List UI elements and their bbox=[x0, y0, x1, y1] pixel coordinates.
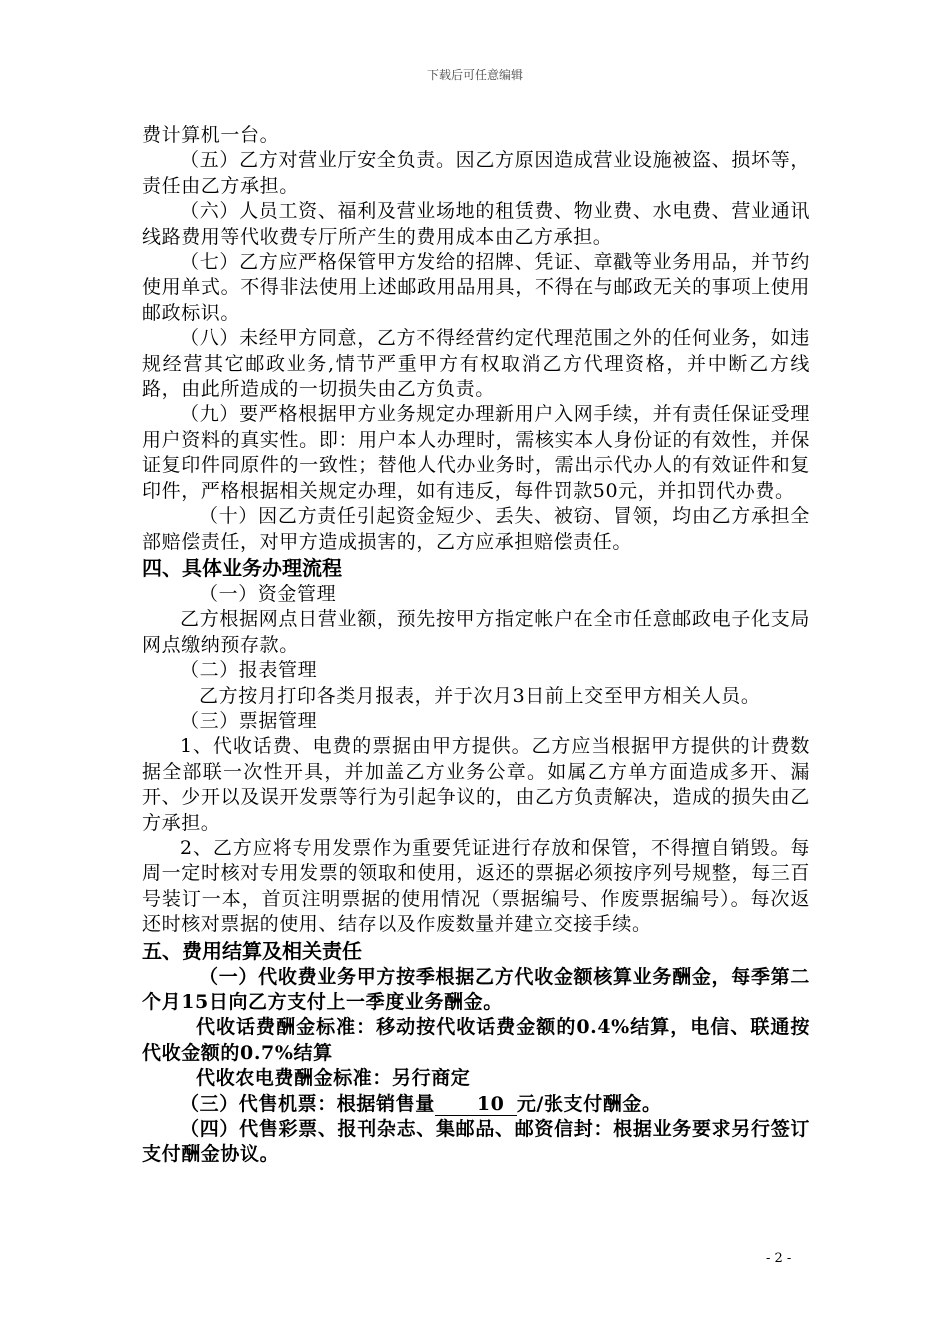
section-5-item1-standard2: 代收农电费酬金标准：另行商定 bbox=[196, 1067, 471, 1090]
section-4-sub3-item1: 1、代收话费、电费的票据由甲方提供。乙方应当根据甲方提供的计费数据全部联一次性开具，并加盖乙方业务公章。如属乙方单方面造成多开、漏开、少开以及误开发票等行为引起争议的，由乙方负责解决，造成的损失由乙方承担。 bbox=[142, 735, 810, 834]
clause-6: （六）人员工资、福利及营业场地的租赁费、物业费、水电费、营业通讯线路费用等代收费专厅所产生的费用成本由乙方承担。 bbox=[142, 200, 810, 248]
page-number: - 2 - bbox=[766, 1251, 792, 1266]
sales-volume-blank: 10 bbox=[435, 1093, 517, 1116]
section-5-item3 bbox=[142, 1092, 810, 1117]
section-5-item1: （一）代收费业务甲方按季根据乙方代收金额核算业务酬金，每季第二个月15日向乙方支付上一季度业务酬金。 bbox=[142, 965, 810, 1013]
paragraph-continuation: 费计算机一台。 bbox=[142, 124, 280, 146]
clause-5: （五）乙方对营业厅安全负责。因乙方原因造成营业设施被盗、损坏等，责任由乙方承担。 bbox=[142, 149, 810, 197]
section-4-sub1-text: 乙方根据网点日营业额，预先按甲方指定帐户在全市任意邮政电子化支局网点缴纳预存款。 bbox=[142, 608, 810, 656]
section-5-item3-prefix: （三）代售机票：根据销售量 bbox=[180, 1092, 435, 1115]
section-5-item1-standard: 代收话费酬金标准：移动按代收话费金额的0.4%结算，电信、联通按代收金额的0.7%结算 bbox=[142, 1016, 810, 1064]
clause-7: （七）乙方应严格保管甲方发给的招牌、凭证、章戳等业务用品，并节约使用单式。不得非法使用上述邮政用品用具，不得在与邮政无关的事项上使用邮政标识。 bbox=[142, 251, 810, 324]
document-body bbox=[142, 123, 810, 1168]
section-4-heading: 四、具体业务办理流程 bbox=[142, 555, 342, 580]
page-header: 下载后可任意编辑 bbox=[426, 68, 523, 82]
section-5-heading: 五、费用结算及相关责任 bbox=[142, 938, 362, 963]
section-4-sub3-item2: 2、乙方应将专用发票作为重要凭证进行存放和保管，不得擅自销毁。每周一定时核对专用发票的领取和使用，返还的票据必须按序列号规整，每三百号装订一本，首页注明票据的使用情况（票据编号、作废票据编号）。每次返还时核对票据的使用、结存以及作废数量并建立交接手续。 bbox=[142, 836, 810, 936]
section-4-sub2-title: （二）报表管理 bbox=[180, 659, 318, 682]
section-5-item3-suffix: 元/张支付酬金。 bbox=[516, 1092, 662, 1115]
clause-10: （十）因乙方责任引起资金短少、丢失、被窃、冒领，均由乙方承担全部赔偿责任，对甲方造成损害的，乙方应承担赔偿责任。 bbox=[142, 505, 810, 553]
section-4-sub3-title: （三）票据管理 bbox=[180, 709, 318, 732]
section-5-item4: （四）代售彩票、报刊杂志、集邮品、邮资信封：根据业务要求另行签订支付酬金协议。 bbox=[142, 1118, 810, 1166]
section-4-sub2-text: 乙方按月打印各类月报表，并于次月3日前上交至甲方相关人员。 bbox=[199, 684, 761, 707]
section-4-sub1-title: （一）资金管理 bbox=[199, 582, 337, 605]
clause-8: （八）未经甲方同意，乙方不得经营约定代理范围之外的任何业务，如违规经营其它邮政业务,情节严重甲方有权取消乙方代理资格，并中断乙方线路，由此所造成的一切损失由乙方负责。 bbox=[142, 327, 810, 401]
clause-9: （九）要严格根据甲方业务规定办理新用户入网手续，并有责任保证受理用户资料的真实性。即：用户本人办理时，需核实本人身份证的有效性，并保证复印件同原件的一致性；替他人代办业务时，需出示代办人的有效证件和复印件，严格根据相关规定办理，如有违反，每件罚款50元，并扣罚代办费。 bbox=[142, 403, 810, 502]
